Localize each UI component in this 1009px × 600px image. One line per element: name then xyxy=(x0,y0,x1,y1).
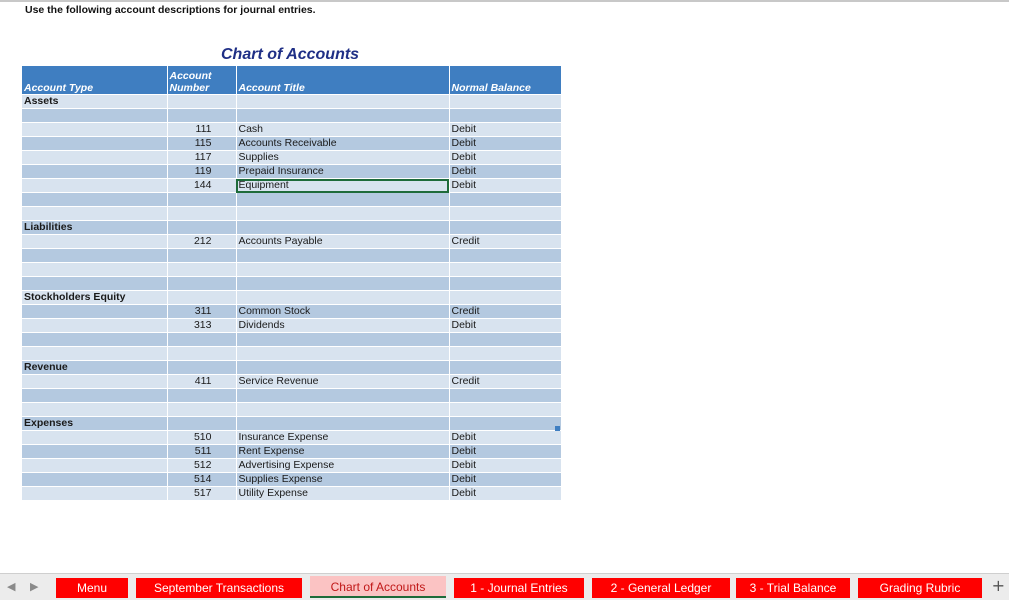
header-row xyxy=(22,66,561,95)
account-type-cell[interactable] xyxy=(22,263,167,277)
table-row xyxy=(22,445,561,459)
normal-balance-cell[interactable] xyxy=(449,361,561,375)
chart-title: Chart of Accounts xyxy=(221,46,360,63)
account-title-cell[interactable]: Supplies xyxy=(236,151,449,165)
account-type-cell[interactable] xyxy=(22,403,167,417)
account-number-cell[interactable] xyxy=(167,417,236,431)
account-type-cell[interactable] xyxy=(22,277,167,291)
account-number-cell[interactable] xyxy=(167,389,236,403)
normal-balance-cell[interactable] xyxy=(449,95,561,109)
header-number-line2: Number xyxy=(169,82,210,94)
account-type-cell[interactable] xyxy=(22,151,167,165)
sheet-tab[interactable]: September Transactions xyxy=(136,578,302,598)
account-title-cell[interactable]: Service Revenue xyxy=(236,375,449,389)
normal-balance-cell[interactable]: Credit xyxy=(449,375,561,389)
account-number-cell[interactable] xyxy=(167,291,236,305)
account-type-cell[interactable] xyxy=(22,431,167,445)
account-type-cell[interactable] xyxy=(22,389,167,403)
account-number-cell[interactable] xyxy=(167,249,236,263)
header-normal-balance[interactable]: Normal Balance xyxy=(449,66,561,95)
account-number-cell[interactable]: 512 xyxy=(167,459,236,473)
account-number-cell[interactable] xyxy=(167,193,236,207)
account-title-cell[interactable]: Insurance Expense xyxy=(236,431,449,445)
account-title-cell[interactable]: Cash xyxy=(236,123,449,137)
account-number-cell[interactable]: 212 xyxy=(167,235,236,249)
normal-balance-cell[interactable]: Debit xyxy=(449,445,561,459)
account-type-cell[interactable] xyxy=(22,445,167,459)
table-row xyxy=(22,137,561,151)
account-type-cell[interactable]: Liabilities xyxy=(22,221,167,235)
account-title-cell[interactable]: Equipment xyxy=(236,179,449,193)
account-type-cell[interactable]: Assets xyxy=(22,95,167,109)
normal-balance-cell[interactable] xyxy=(449,277,561,291)
account-number-cell[interactable]: 411 xyxy=(167,375,236,389)
account-type-cell[interactable] xyxy=(22,319,167,333)
account-type-cell[interactable] xyxy=(22,305,167,319)
normal-balance-cell[interactable] xyxy=(449,417,561,431)
account-number-cell[interactable] xyxy=(167,333,236,347)
account-title-cell[interactable] xyxy=(236,403,449,417)
normal-balance-cell[interactable] xyxy=(449,347,561,361)
normal-balance-cell[interactable]: Debit xyxy=(449,431,561,445)
add-sheet-icon[interactable]: + xyxy=(991,576,1005,595)
account-title-cell[interactable]: Accounts Payable xyxy=(236,235,449,249)
account-number-cell[interactable] xyxy=(167,207,236,221)
normal-balance-cell[interactable] xyxy=(449,109,561,123)
table-row xyxy=(22,333,561,347)
account-title-cell[interactable] xyxy=(236,347,449,361)
header-account-type[interactable]: Account Type xyxy=(22,66,167,95)
table-row xyxy=(22,179,561,193)
account-title-cell[interactable] xyxy=(236,333,449,347)
table-row xyxy=(22,319,561,333)
account-type-cell[interactable] xyxy=(22,487,167,501)
account-type-cell[interactable] xyxy=(22,165,167,179)
account-number-cell[interactable]: 313 xyxy=(167,319,236,333)
account-number-cell[interactable]: 117 xyxy=(167,151,236,165)
account-title-cell[interactable] xyxy=(236,389,449,403)
table-row xyxy=(22,193,561,207)
account-title-cell[interactable] xyxy=(236,361,449,375)
normal-balance-cell[interactable]: Credit xyxy=(449,305,561,319)
table-row xyxy=(22,151,561,165)
account-title-cell[interactable]: Rent Expense xyxy=(236,445,449,459)
account-title-cell[interactable] xyxy=(236,95,449,109)
normal-balance-cell[interactable] xyxy=(449,263,561,277)
normal-balance-cell[interactable]: Debit xyxy=(449,319,561,333)
normal-balance-cell[interactable]: Debit xyxy=(449,151,561,165)
header-number-line1: Account xyxy=(169,70,212,82)
account-number-cell[interactable] xyxy=(167,95,236,109)
table-corner-marker xyxy=(555,426,560,431)
account-title-cell[interactable] xyxy=(236,109,449,123)
table-row xyxy=(22,109,561,123)
normal-balance-cell[interactable] xyxy=(449,333,561,347)
table-row xyxy=(22,249,561,263)
account-type-cell[interactable] xyxy=(22,249,167,263)
header-account-number[interactable] xyxy=(167,66,236,95)
normal-balance-cell[interactable] xyxy=(449,403,561,417)
account-type-cell[interactable] xyxy=(22,347,167,361)
table-row xyxy=(22,235,561,249)
header-account-title[interactable]: Account Title xyxy=(236,66,449,95)
account-type-cell[interactable] xyxy=(22,333,167,347)
account-title-cell[interactable] xyxy=(236,207,449,221)
table-row xyxy=(22,473,561,487)
instruction-text: Use the following account descriptions for journal entries. xyxy=(25,4,316,16)
account-title-cell[interactable]: Common Stock xyxy=(236,305,449,319)
normal-balance-cell[interactable]: Credit xyxy=(449,235,561,249)
account-type-cell[interactable] xyxy=(22,207,167,221)
normal-balance-cell[interactable] xyxy=(449,389,561,403)
account-number-cell[interactable] xyxy=(167,221,236,235)
sheet-tab[interactable]: 1 - Journal Entries xyxy=(454,578,584,598)
account-title-cell[interactable] xyxy=(236,291,449,305)
account-number-cell[interactable] xyxy=(167,361,236,375)
account-title-cell[interactable]: Dividends xyxy=(236,319,449,333)
table-row xyxy=(22,417,561,431)
account-number-cell[interactable]: 144 xyxy=(167,179,236,193)
account-number-cell[interactable]: 517 xyxy=(167,487,236,501)
account-title-cell[interactable] xyxy=(236,221,449,235)
table-row xyxy=(22,487,561,501)
account-number-cell[interactable]: 115 xyxy=(167,137,236,151)
normal-balance-cell[interactable]: Debit xyxy=(449,459,561,473)
table-row xyxy=(22,207,561,221)
account-title-cell[interactable]: Accounts Receivable xyxy=(236,137,449,151)
account-number-cell[interactable]: 311 xyxy=(167,305,236,319)
table-row xyxy=(22,277,561,291)
account-title-cell[interactable] xyxy=(236,193,449,207)
table-row xyxy=(22,459,561,473)
table-row xyxy=(22,123,561,137)
account-title-cell[interactable]: Advertising Expense xyxy=(236,459,449,473)
sheet-tab[interactable]: 2 - General Ledger xyxy=(592,578,730,598)
sheet-tab-bar xyxy=(0,573,1009,600)
account-title-cell[interactable] xyxy=(236,417,449,431)
normal-balance-cell[interactable]: Debit xyxy=(449,473,561,487)
account-type-cell[interactable] xyxy=(22,109,167,123)
normal-balance-cell[interactable]: Debit xyxy=(449,165,561,179)
account-number-cell[interactable]: 119 xyxy=(167,165,236,179)
account-type-cell[interactable] xyxy=(22,375,167,389)
table-row xyxy=(22,291,561,305)
table-row xyxy=(22,389,561,403)
normal-balance-cell[interactable]: Debit xyxy=(449,137,561,151)
account-title-cell[interactable]: Utility Expense xyxy=(236,487,449,501)
sheet-tab[interactable]: Grading Rubric xyxy=(858,578,982,598)
table-row xyxy=(22,305,561,319)
account-title-cell[interactable] xyxy=(236,263,449,277)
sheet-tab[interactable]: Chart of Accounts xyxy=(310,576,446,598)
table-row xyxy=(22,403,561,417)
account-type-cell[interactable] xyxy=(22,459,167,473)
sheet-tab[interactable]: 3 - Trial Balance xyxy=(736,578,850,598)
account-number-cell[interactable] xyxy=(167,347,236,361)
table-row xyxy=(22,221,561,235)
account-title-cell[interactable] xyxy=(236,249,449,263)
normal-balance-cell[interactable] xyxy=(449,249,561,263)
next-sheet-icon[interactable]: ▶ xyxy=(30,580,39,593)
top-divider xyxy=(0,0,1009,2)
account-number-cell[interactable] xyxy=(167,263,236,277)
account-number-cell[interactable]: 111 xyxy=(167,123,236,137)
normal-balance-cell[interactable] xyxy=(449,207,561,221)
table-row xyxy=(22,431,561,445)
account-number-cell[interactable]: 514 xyxy=(167,473,236,487)
account-number-cell[interactable]: 510 xyxy=(167,431,236,445)
table-row xyxy=(22,361,561,375)
normal-balance-cell[interactable] xyxy=(449,291,561,305)
sheet-tab[interactable]: Menu xyxy=(56,578,128,598)
table-row xyxy=(22,375,561,389)
account-type-cell[interactable] xyxy=(22,179,167,193)
account-number-cell[interactable] xyxy=(167,403,236,417)
account-type-cell[interactable]: Stockholders Equity xyxy=(22,291,167,305)
account-type-cell[interactable] xyxy=(22,123,167,137)
normal-balance-cell[interactable]: Debit xyxy=(449,179,561,193)
account-title-cell[interactable]: Prepaid Insurance xyxy=(236,165,449,179)
account-type-cell[interactable] xyxy=(22,473,167,487)
prev-sheet-icon[interactable]: ◀ xyxy=(7,580,16,593)
account-title-cell[interactable] xyxy=(236,277,449,291)
table-row xyxy=(22,347,561,361)
account-number-cell[interactable] xyxy=(167,109,236,123)
normal-balance-cell[interactable] xyxy=(449,221,561,235)
account-type-cell[interactable] xyxy=(22,193,167,207)
account-number-cell[interactable] xyxy=(167,277,236,291)
table-row xyxy=(22,263,561,277)
account-type-cell[interactable] xyxy=(22,235,167,249)
table-row xyxy=(22,95,561,109)
account-type-cell[interactable]: Expenses xyxy=(22,417,167,431)
account-title-cell[interactable]: Supplies Expense xyxy=(236,473,449,487)
normal-balance-cell[interactable]: Debit xyxy=(449,123,561,137)
table-row xyxy=(22,165,561,179)
account-type-cell[interactable]: Revenue xyxy=(22,361,167,375)
account-type-cell[interactable] xyxy=(22,137,167,151)
normal-balance-cell[interactable] xyxy=(449,193,561,207)
normal-balance-cell[interactable]: Debit xyxy=(449,487,561,501)
chart-of-accounts-table xyxy=(22,66,562,501)
account-number-cell[interactable]: 511 xyxy=(167,445,236,459)
